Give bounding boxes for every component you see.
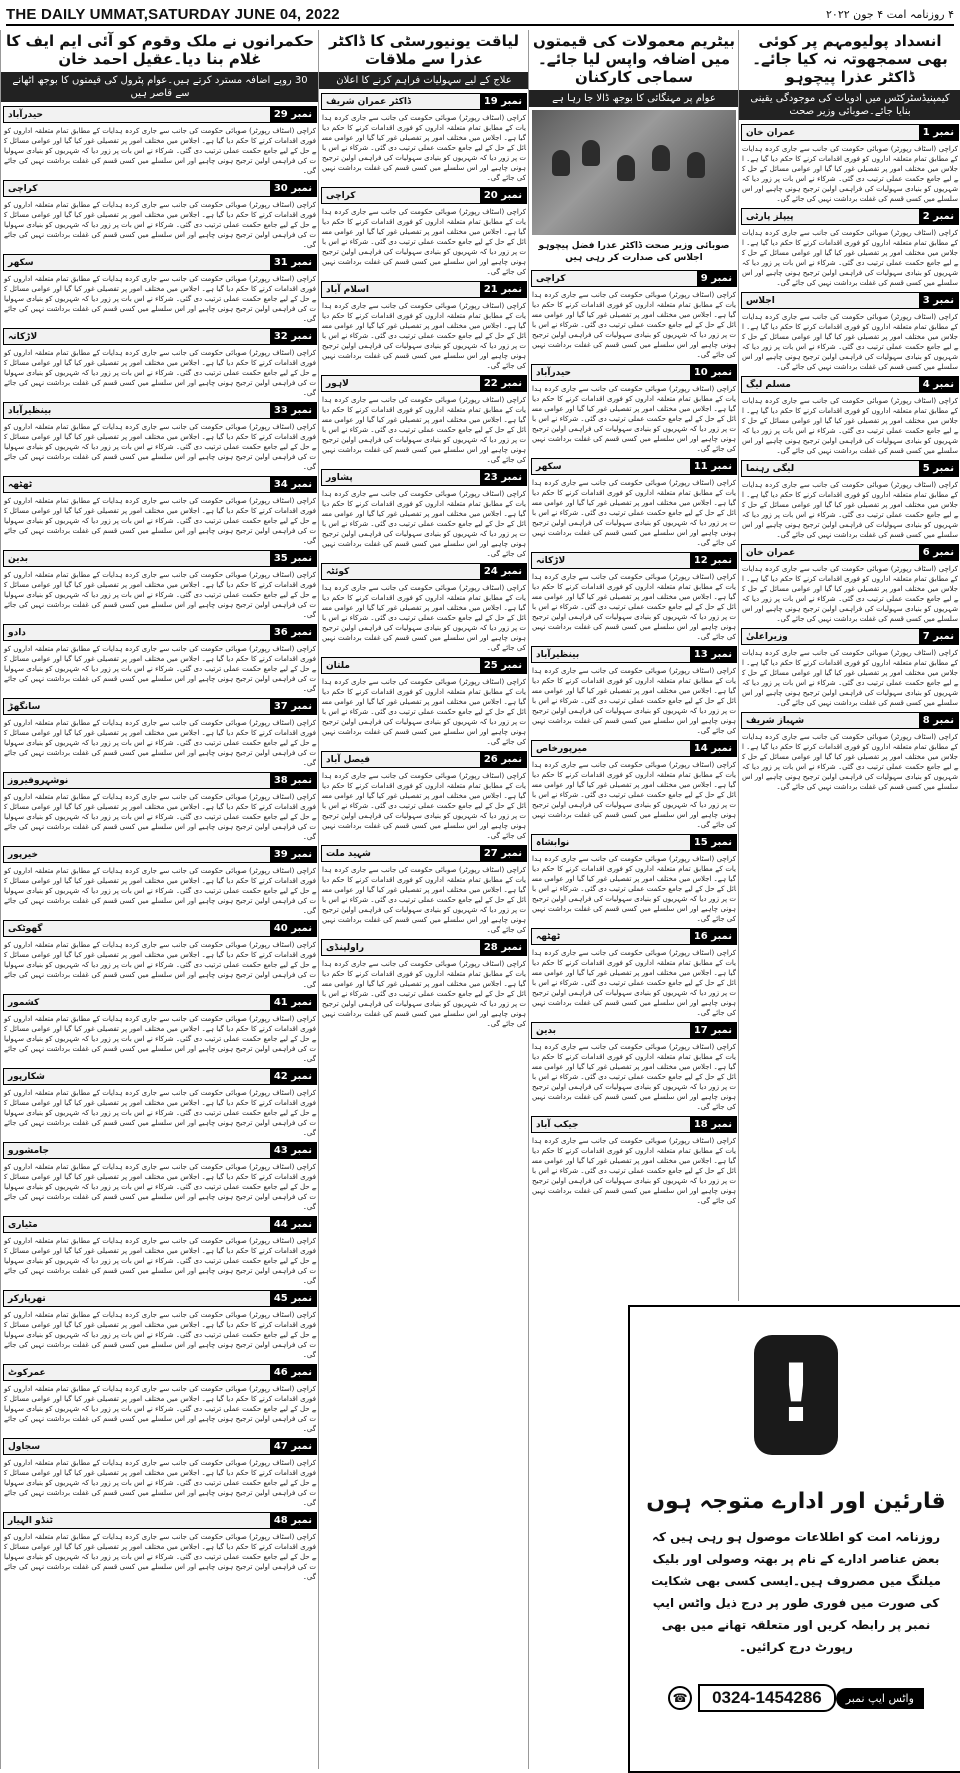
article-text: کراچی (اسٹاف رپورٹر) صوبائی حکومت کی جانب سے جاری کردہ ہدایات کے مطابق تمام متعلقہ اداروں کو فوری اقدامات کرنے کا حکم دیا گیا ہے۔ اجلاس میں مختلف امور پر تفصیلی غور کیا گیا اور عوامی مسائل کے حل کے لیے جامع حکمت عملی ترتیب دی گئی۔ شرکاء نے اس بات پر زور دیا کہ شہریوں کو بنیادی سہولیات کی فراہمی اولین ترجیح ہونی چاہیے اور اس سلسلے میں کسی قسم کی غفلت برداشت نہیں کی جائے گی۔ [742, 649, 958, 707]
article-text: کراچی (اسٹاف رپورٹر) صوبائی حکومت کی جانب سے جاری کردہ ہدایات کے مطابق تمام متعلقہ اداروں کو فوری اقدامات کرنے کا حکم دیا گیا ہے۔ اجلاس میں مختلف امور پر تفصیلی غور کیا گیا اور عوامی مسائل کے حل کے لیے جامع حکمت عملی ترتیب دی گئی۔ شرکاء نے اس بات پر زور دیا کہ شہریوں کو بنیادی سہولیات کی فراہمی اولین ترجیح ہونی چاہیے اور اس سلسلے میں کسی قسم کی غفلت برداشت نہیں کی جائے گی۔ [4, 201, 316, 249]
section-title: ٹھٹھہ [536, 931, 561, 942]
section-title: لیگی رہنما [746, 463, 795, 474]
page-header [6, 4, 954, 26]
section-number: نمبر 15 [690, 835, 736, 850]
photo-caption: صوبائی وزیر صحت ڈاکٹر عذرا فضل پیچوہو اجلاس کی صدارت کر رہی ہیں [538, 241, 730, 263]
section-title: ملتان [326, 660, 350, 671]
section-header [321, 845, 527, 862]
article-text: کراچی (اسٹاف رپورٹر) صوبائی حکومت کی جانب سے جاری کردہ ہدایات کے مطابق تمام متعلقہ اداروں کو فوری اقدامات کرنے کا حکم دیا گیا ہے۔ اجلاس میں مختلف امور پر تفصیلی غور کیا گیا اور عوامی مسائل کے حل کے لیے جامع حکمت عملی ترتیب دی گئی۔ شرکاء نے اس بات پر زور دیا کہ شہریوں کو بنیادی سہولیات کی فراہمی اولین ترجیح ہونی چاہیے اور اس سلسلے میں کسی قسم کی غفلت برداشت نہیں کی جائے گی۔ [4, 349, 316, 397]
section-title: لاڑکانہ [536, 555, 566, 566]
section-number: نمبر 9 [697, 271, 736, 286]
column-1 [738, 30, 960, 1301]
section-header [531, 834, 737, 851]
section-number: نمبر 5 [919, 461, 958, 476]
section-number: نمبر 1 [919, 125, 958, 140]
section-title: عمرکوٹ [8, 1367, 46, 1378]
section-title: عمران خان [746, 127, 796, 138]
section-number: نمبر 13 [690, 647, 736, 662]
section-header [3, 994, 317, 1011]
section-title: شکارپور [8, 1071, 45, 1082]
section-number: نمبر 21 [480, 282, 526, 297]
article-text: کراچی (اسٹاف رپورٹر) صوبائی حکومت کی جانب سے جاری کردہ ہدایات کے مطابق تمام متعلقہ اداروں کو فوری اقدامات کرنے کا حکم دیا گیا ہے۔ اجلاس میں مختلف امور پر تفصیلی غور کیا گیا اور عوامی مسائل کے حل کے لیے جامع حکمت عملی ترتیب دی گئی۔ شرکاء نے اس بات پر زور دیا کہ شہریوں کو بنیادی سہولیات کی فراہمی اولین ترجیح ہونی چاہیے اور اس سلسلے میں کسی قسم کی غفلت برداشت نہیں کی جائے گی۔ [322, 678, 526, 746]
section-header [3, 846, 317, 863]
section-title: گھوٹکی [8, 923, 43, 934]
article-text: کراچی (اسٹاف رپورٹر) صوبائی حکومت کی جانب سے جاری کردہ ہدایات کے مطابق تمام متعلقہ اداروں کو فوری اقدامات کرنے کا حکم دیا گیا ہے۔ اجلاس میں مختلف امور پر تفصیلی غور کیا گیا اور عوامی مسائل کے حل کے لیے جامع حکمت عملی ترتیب دی گئی۔ شرکاء نے اس بات پر زور دیا کہ شہریوں کو بنیادی سہولیات کی فراہمی اولین ترجیح ہونی چاہیے اور اس سلسلے میں کسی قسم کی غفلت برداشت نہیں کی جائے گی۔ [322, 114, 526, 182]
section-number: نمبر 4 [919, 377, 958, 392]
section-header [531, 552, 737, 569]
subheadline: علاج کے لیے سہولیات فراہم کرنے کا اعلان [319, 72, 529, 89]
section-title: حیدرآباد [8, 109, 44, 120]
section-header [3, 550, 317, 567]
section-list [319, 93, 529, 1029]
section-header [741, 712, 959, 729]
section-number: نمبر 28 [480, 940, 526, 955]
article-text: کراچی (اسٹاف رپورٹر) صوبائی حکومت کی جانب سے جاری کردہ ہدایات کے مطابق تمام متعلقہ اداروں کو فوری اقدامات کرنے کا حکم دیا گیا ہے۔ اجلاس میں مختلف امور پر تفصیلی غور کیا گیا اور عوامی مسائل کے حل کے لیے جامع حکمت عملی ترتیب دی گئی۔ شرکاء نے اس بات پر زور دیا کہ شہریوں کو بنیادی سہولیات کی فراہمی اولین ترجیح ہونی چاہیے اور اس سلسلے میں کسی قسم کی غفلت برداشت نہیں کی جائے گی۔ [322, 208, 526, 276]
section-number: نمبر 36 [270, 625, 316, 640]
section-title: اسلام آباد [326, 284, 369, 295]
section-header [3, 254, 317, 271]
section-title: شہید ملت [326, 848, 371, 859]
article-text: کراچی (اسٹاف رپورٹر) صوبائی حکومت کی جانب سے جاری کردہ ہدایات کے مطابق تمام متعلقہ اداروں کو فوری اقدامات کرنے کا حکم دیا گیا ہے۔ اجلاس میں مختلف امور پر تفصیلی غور کیا گیا اور عوامی مسائل کے حل کے لیے جامع حکمت عملی ترتیب دی گئی۔ شرکاء نے اس بات پر زور دیا کہ شہریوں کو بنیادی سہولیات کی فراہمی اولین ترجیح ہونی چاہیے اور اس سلسلے میں کسی قسم کی غفلت برداشت نہیں کی جائے گی۔ [322, 960, 526, 1028]
section-header [741, 460, 959, 477]
section-number: نمبر 7 [919, 629, 958, 644]
article-text: کراچی (اسٹاف رپورٹر) صوبائی حکومت کی جانب سے جاری کردہ ہدایات کے مطابق تمام متعلقہ اداروں کو فوری اقدامات کرنے کا حکم دیا گیا ہے۔ اجلاس میں مختلف امور پر تفصیلی غور کیا گیا اور عوامی مسائل کے حل کے لیے جامع حکمت عملی ترتیب دی گئی۔ شرکاء نے اس بات پر زور دیا کہ شہریوں کو بنیادی سہولیات کی فراہمی اولین ترجیح ہونی چاہیے اور اس سلسلے میں کسی قسم کی غفلت برداشت نہیں کی جائے گی۔ [4, 1237, 316, 1285]
article-text: کراچی (اسٹاف رپورٹر) صوبائی حکومت کی جانب سے جاری کردہ ہدایات کے مطابق تمام متعلقہ اداروں کو فوری اقدامات کرنے کا حکم دیا گیا ہے۔ اجلاس میں مختلف امور پر تفصیلی غور کیا گیا اور عوامی مسائل کے حل کے لیے جامع حکمت عملی ترتیب دی گئی۔ شرکاء نے اس بات پر زور دیا کہ شہریوں کو بنیادی سہولیات کی فراہمی اولین ترجیح ہونی چاہیے اور اس سلسلے میں کسی قسم کی غفلت برداشت نہیں کی جائے گی۔ [532, 291, 736, 359]
section-title: نوشہروفیروز [8, 775, 69, 786]
section-header [3, 920, 317, 937]
urdu-dateline: ۴ روزنامہ امت ۴ جون ۲۰۲۲ [826, 7, 954, 21]
section-number: نمبر 31 [270, 255, 316, 270]
section-title: تھرپارکر [8, 1293, 46, 1304]
article-text: کراچی (اسٹاف رپورٹر) صوبائی حکومت کی جانب سے جاری کردہ ہدایات کے مطابق تمام متعلقہ اداروں کو فوری اقدامات کرنے کا حکم دیا گیا ہے۔ اجلاس میں مختلف امور پر تفصیلی غور کیا گیا اور عوامی مسائل کے حل کے لیے جامع حکمت عملی ترتیب دی گئی۔ شرکاء نے اس بات پر زور دیا کہ شہریوں کو بنیادی سہولیات کی فراہمی اولین ترجیح ہونی چاہیے اور اس سلسلے میں کسی قسم کی غفلت برداشت نہیں کی جائے گی۔ [4, 1385, 316, 1433]
section-header [321, 939, 527, 956]
article-text: کراچی (اسٹاف رپورٹر) صوبائی حکومت کی جانب سے جاری کردہ ہدایات کے مطابق تمام متعلقہ اداروں کو فوری اقدامات کرنے کا حکم دیا گیا ہے۔ اجلاس میں مختلف امور پر تفصیلی غور کیا گیا اور عوامی مسائل کے حل کے لیے جامع حکمت عملی ترتیب دی گئی۔ شرکاء نے اس بات پر زور دیا کہ شہریوں کو بنیادی سہولیات کی فراہمی اولین ترجیح ہونی چاہیے اور اس سلسلے میں کسی قسم کی غفلت برداشت نہیں کی جائے گی۔ [4, 571, 316, 619]
headline: انسداد پولیومہم پر کوئی بھی سمجھوتہ نہ کیا جائے۔ڈاکٹر عذرا پیچوہو [752, 32, 948, 86]
section-number: نمبر 10 [690, 365, 736, 380]
subheadline: عوام پر مہنگائی کا بوجھ ڈالا جا رہا ہے [529, 90, 739, 107]
notice-advertisement [628, 1305, 960, 1773]
section-number: نمبر 2 [919, 209, 958, 224]
phone-label: واٹس ایپ نمبر [836, 1688, 924, 1709]
section-number: نمبر 41 [270, 995, 316, 1010]
section-header [531, 740, 737, 757]
section-header [531, 270, 737, 287]
section-number: نمبر 16 [690, 929, 736, 944]
article-text: کراچی (اسٹاف رپورٹر) صوبائی حکومت کی جانب سے جاری کردہ ہدایات کے مطابق تمام متعلقہ اداروں کو فوری اقدامات کرنے کا حکم دیا گیا ہے۔ اجلاس میں مختلف امور پر تفصیلی غور کیا گیا اور عوامی مسائل کے حل کے لیے جامع حکمت عملی ترتیب دی گئی۔ شرکاء نے اس بات پر زور دیا کہ شہریوں کو بنیادی سہولیات کی فراہمی اولین ترجیح ہونی چاہیے اور اس سلسلے میں کسی قسم کی غفلت برداشت نہیں کی جائے گی۔ [4, 645, 316, 693]
section-title: فیصل آباد [326, 754, 371, 765]
section-number: نمبر 29 [270, 107, 316, 122]
article-text: کراچی (اسٹاف رپورٹر) صوبائی حکومت کی جانب سے جاری کردہ ہدایات کے مطابق تمام متعلقہ اداروں کو فوری اقدامات کرنے کا حکم دیا گیا ہے۔ اجلاس میں مختلف امور پر تفصیلی غور کیا گیا اور عوامی مسائل کے حل کے لیے جامع حکمت عملی ترتیب دی گئی۔ شرکاء نے اس بات پر زور دیا کہ شہریوں کو بنیادی سہولیات کی فراہمی اولین ترجیح ہونی چاہیے اور اس سلسلے میں کسی قسم کی غفلت برداشت نہیں کی جائے گی۔ [742, 229, 958, 287]
section-number: نمبر 23 [480, 470, 526, 485]
column-3 [318, 30, 529, 1769]
article-text: کراچی (اسٹاف رپورٹر) صوبائی حکومت کی جانب سے جاری کردہ ہدایات کے مطابق تمام متعلقہ اداروں کو فوری اقدامات کرنے کا حکم دیا گیا ہے۔ اجلاس میں مختلف امور پر تفصیلی غور کیا گیا اور عوامی مسائل کے حل کے لیے جامع حکمت عملی ترتیب دی گئی۔ شرکاء نے اس بات پر زور دیا کہ شہریوں کو بنیادی سہولیات کی فراہمی اولین ترجیح ہونی چاہیے اور اس سلسلے میں کسی قسم کی غفلت برداشت نہیں کی جائے گی۔ [4, 127, 316, 175]
section-number: نمبر 30 [270, 181, 316, 196]
section-header [3, 1290, 317, 1307]
section-title: کوئٹہ [326, 566, 350, 577]
headline: حکمرانوں نے ملک وقوم کو آئی ایم ایف کا غلام بنا دیا۔عقیل احمد خان [5, 32, 315, 68]
section-title: سجاول [8, 1441, 41, 1452]
section-number: نمبر 25 [480, 658, 526, 673]
section-header [321, 93, 527, 110]
section-title: خیرپور [8, 849, 38, 860]
section-number: نمبر 17 [690, 1023, 736, 1038]
section-title: ڈاکٹر عمران شریف [326, 96, 411, 107]
section-header [3, 476, 317, 493]
section-header [741, 544, 959, 561]
article-text: کراچی (اسٹاف رپورٹر) صوبائی حکومت کی جانب سے جاری کردہ ہدایات کے مطابق تمام متعلقہ اداروں کو فوری اقدامات کرنے کا حکم دیا گیا ہے۔ اجلاس میں مختلف امور پر تفصیلی غور کیا گیا اور عوامی مسائل کے حل کے لیے جامع حکمت عملی ترتیب دی گئی۔ شرکاء نے اس بات پر زور دیا کہ شہریوں کو بنیادی سہولیات کی فراہمی اولین ترجیح ہونی چاہیے اور اس سلسلے میں کسی قسم کی غفلت برداشت نہیں کی جائے گی۔ [4, 867, 316, 915]
subheadline: 30 روپے اضافہ مسترد کرتے ہیں۔عوام پٹرول کی قیمتوں کا بوجھ اٹھانے سے قاصر ہیں [1, 72, 319, 102]
section-number: نمبر 19 [480, 94, 526, 109]
article-text: کراچی (اسٹاف رپورٹر) صوبائی حکومت کی جانب سے جاری کردہ ہدایات کے مطابق تمام متعلقہ اداروں کو فوری اقدامات کرنے کا حکم دیا گیا ہے۔ اجلاس میں مختلف امور پر تفصیلی غور کیا گیا اور عوامی مسائل کے حل کے لیے جامع حکمت عملی ترتیب دی گئی۔ شرکاء نے اس بات پر زور دیا کہ شہریوں کو بنیادی سہولیات کی فراہمی اولین ترجیح ہونی چاہیے اور اس سلسلے میں کسی قسم کی غفلت برداشت نہیں کی جائے گی۔ [4, 1015, 316, 1063]
news-photo [532, 110, 736, 235]
article-text: کراچی (اسٹاف رپورٹر) صوبائی حکومت کی جانب سے جاری کردہ ہدایات کے مطابق تمام متعلقہ اداروں کو فوری اقدامات کرنے کا حکم دیا گیا ہے۔ اجلاس میں مختلف امور پر تفصیلی غور کیا گیا اور عوامی مسائل کے حل کے لیے جامع حکمت عملی ترتیب دی گئی۔ شرکاء نے اس بات پر زور دیا کہ شہریوں کو بنیادی سہولیات کی فراہمی اولین ترجیح ہونی چاہیے اور اس سلسلے میں کسی قسم کی غفلت برداشت نہیں کی جائے گی۔ [742, 397, 958, 455]
phone-contact [630, 1684, 960, 1712]
article-text: کراچی (اسٹاف رپورٹر) صوبائی حکومت کی جانب سے جاری کردہ ہدایات کے مطابق تمام متعلقہ اداروں کو فوری اقدامات کرنے کا حکم دیا گیا ہے۔ اجلاس میں مختلف امور پر تفصیلی غور کیا گیا اور عوامی مسائل کے حل کے لیے جامع حکمت عملی ترتیب دی گئی۔ شرکاء نے اس بات پر زور دیا کہ شہریوں کو بنیادی سہولیات کی فراہمی اولین ترجیح ہونی چاہیے اور اس سلسلے میں کسی قسم کی غفلت برداشت نہیں کی جائے گی۔ [4, 1163, 316, 1211]
section-header [3, 1512, 317, 1529]
article-text: کراچی (اسٹاف رپورٹر) صوبائی حکومت کی جانب سے جاری کردہ ہدایات کے مطابق تمام متعلقہ اداروں کو فوری اقدامات کرنے کا حکم دیا گیا ہے۔ اجلاس میں مختلف امور پر تفصیلی غور کیا گیا اور عوامی مسائل کے حل کے لیے جامع حکمت عملی ترتیب دی گئی۔ شرکاء نے اس بات پر زور دیا کہ شہریوں کو بنیادی سہولیات کی فراہمی اولین ترجیح ہونی چاہیے اور اس سلسلے میں کسی قسم کی غفلت برداشت نہیں کی جائے گی۔ [532, 667, 736, 735]
article-text: کراچی (اسٹاف رپورٹر) صوبائی حکومت کی جانب سے جاری کردہ ہدایات کے مطابق تمام متعلقہ اداروں کو فوری اقدامات کرنے کا حکم دیا گیا ہے۔ اجلاس میں مختلف امور پر تفصیلی غور کیا گیا اور عوامی مسائل کے حل کے لیے جامع حکمت عملی ترتیب دی گئی۔ شرکاء نے اس بات پر زور دیا کہ شہریوں کو بنیادی سہولیات کی فراہمی اولین ترجیح ہونی چاہیے اور اس سلسلے میں کسی قسم کی غفلت برداشت نہیں کی جائے گی۔ [4, 1311, 316, 1359]
article-text: کراچی (اسٹاف رپورٹر) صوبائی حکومت کی جانب سے جاری کردہ ہدایات کے مطابق تمام متعلقہ اداروں کو فوری اقدامات کرنے کا حکم دیا گیا ہے۔ اجلاس میں مختلف امور پر تفصیلی غور کیا گیا اور عوامی مسائل کے حل کے لیے جامع حکمت عملی ترتیب دی گئی۔ شرکاء نے اس بات پر زور دیا کہ شہریوں کو بنیادی سہولیات کی فراہمی اولین ترجیح ہونی چاہیے اور اس سلسلے میں کسی قسم کی غفلت برداشت نہیں کی جائے گی۔ [4, 793, 316, 841]
section-title: میرپورخاص [536, 743, 588, 754]
article-text: کراچی (اسٹاف رپورٹر) صوبائی حکومت کی جانب سے جاری کردہ ہدایات کے مطابق تمام متعلقہ اداروں کو فوری اقدامات کرنے کا حکم دیا گیا ہے۔ اجلاس میں مختلف امور پر تفصیلی غور کیا گیا اور عوامی مسائل کے حل کے لیے جامع حکمت عملی ترتیب دی گئی۔ شرکاء نے اس بات پر زور دیا کہ شہریوں کو بنیادی سہولیات کی فراہمی اولین ترجیح ہونی چاہیے اور اس سلسلے میں کسی قسم کی غفلت برداشت نہیں کی جائے گی۔ [4, 1533, 316, 1581]
section-header [321, 751, 527, 768]
article-text: کراچی (اسٹاف رپورٹر) صوبائی حکومت کی جانب سے جاری کردہ ہدایات کے مطابق تمام متعلقہ اداروں کو فوری اقدامات کرنے کا حکم دیا گیا ہے۔ اجلاس میں مختلف امور پر تفصیلی غور کیا گیا اور عوامی مسائل کے حل کے لیے جامع حکمت عملی ترتیب دی گئی۔ شرکاء نے اس بات پر زور دیا کہ شہریوں کو بنیادی سہولیات کی فراہمی اولین ترجیح ہونی چاہیے اور اس سلسلے میں کسی قسم کی غفلت برداشت نہیں کی جائے گی۔ [532, 573, 736, 641]
section-number: نمبر 27 [480, 846, 526, 861]
section-header [321, 657, 527, 674]
section-header [531, 1022, 737, 1039]
article-text: کراچی (اسٹاف رپورٹر) صوبائی حکومت کی جانب سے جاری کردہ ہدایات کے مطابق تمام متعلقہ اداروں کو فوری اقدامات کرنے کا حکم دیا گیا ہے۔ اجلاس میں مختلف امور پر تفصیلی غور کیا گیا اور عوامی مسائل کے حل کے لیے جامع حکمت عملی ترتیب دی گئی۔ شرکاء نے اس بات پر زور دیا کہ شہریوں کو بنیادی سہولیات کی فراہمی اولین ترجیح ہونی چاہیے اور اس سلسلے میں کسی قسم کی غفلت برداشت نہیں کی جائے گی۔ [4, 1459, 316, 1507]
section-header [321, 281, 527, 298]
section-number: نمبر 33 [270, 403, 316, 418]
article-text: کراچی (اسٹاف رپورٹر) صوبائی حکومت کی جانب سے جاری کردہ ہدایات کے مطابق تمام متعلقہ اداروں کو فوری اقدامات کرنے کا حکم دیا گیا ہے۔ اجلاس میں مختلف امور پر تفصیلی غور کیا گیا اور عوامی مسائل کے حل کے لیے جامع حکمت عملی ترتیب دی گئی۔ شرکاء نے اس بات پر زور دیا کہ شہریوں کو بنیادی سہولیات کی فراہمی اولین ترجیح ہونی چاہیے اور اس سلسلے میں کسی قسم کی غفلت برداشت نہیں کی جائے گی۔ [4, 941, 316, 989]
article-text: کراچی (اسٹاف رپورٹر) صوبائی حکومت کی جانب سے جاری کردہ ہدایات کے مطابق تمام متعلقہ اداروں کو فوری اقدامات کرنے کا حکم دیا گیا ہے۔ اجلاس میں مختلف امور پر تفصیلی غور کیا گیا اور عوامی مسائل کے حل کے لیے جامع حکمت عملی ترتیب دی گئی۔ شرکاء نے اس بات پر زور دیا کہ شہریوں کو بنیادی سہولیات کی فراہمی اولین ترجیح ہونی چاہیے اور اس سلسلے میں کسی قسم کی غفلت برداشت نہیں کی جائے گی۔ [742, 481, 958, 539]
section-title: جامشورو [8, 1145, 50, 1156]
section-title: لاڑکانہ [8, 331, 38, 342]
section-number: نمبر 43 [270, 1143, 316, 1158]
section-number: نمبر 3 [919, 293, 958, 308]
section-header [321, 563, 527, 580]
section-number: نمبر 22 [480, 376, 526, 391]
section-title: مسلم لیگ [746, 379, 791, 390]
section-title: پشاور [326, 472, 353, 483]
alert-icon: ! [754, 1335, 838, 1455]
section-header [3, 1068, 317, 1085]
section-title: مٹیاری [8, 1219, 38, 1230]
section-number: نمبر 14 [690, 741, 736, 756]
section-header [3, 106, 317, 123]
dateline: THE DAILY UMMAT,SATURDAY JUNE 04, 2022 [6, 5, 340, 23]
section-title: بدین [8, 553, 29, 564]
section-header [741, 208, 959, 225]
article-text: کراچی (اسٹاف رپورٹر) صوبائی حکومت کی جانب سے جاری کردہ ہدایات کے مطابق تمام متعلقہ اداروں کو فوری اقدامات کرنے کا حکم دیا گیا ہے۔ اجلاس میں مختلف امور پر تفصیلی غور کیا گیا اور عوامی مسائل کے حل کے لیے جامع حکمت عملی ترتیب دی گئی۔ شرکاء نے اس بات پر زور دیا کہ شہریوں کو بنیادی سہولیات کی فراہمی اولین ترجیح ہونی چاہیے اور اس سلسلے میں کسی قسم کی غفلت برداشت نہیں کی جائے گی۔ [322, 772, 526, 840]
section-number: نمبر 46 [270, 1365, 316, 1380]
section-title: بدین [536, 1025, 557, 1036]
section-header [321, 469, 527, 486]
section-title: کشمور [8, 997, 40, 1008]
section-number: نمبر 26 [480, 752, 526, 767]
section-title: دادو [8, 627, 26, 638]
article-text: کراچی (اسٹاف رپورٹر) صوبائی حکومت کی جانب سے جاری کردہ ہدایات کے مطابق تمام متعلقہ اداروں کو فوری اقدامات کرنے کا حکم دیا گیا ہے۔ اجلاس میں مختلف امور پر تفصیلی غور کیا گیا اور عوامی مسائل کے حل کے لیے جامع حکمت عملی ترتیب دی گئی۔ شرکاء نے اس بات پر زور دیا کہ شہریوں کو بنیادی سہولیات کی فراہمی اولین ترجیح ہونی چاہیے اور اس سلسلے میں کسی قسم کی غفلت برداشت نہیں کی جائے گی۔ [322, 302, 526, 370]
section-number: نمبر 42 [270, 1069, 316, 1084]
section-number: نمبر 48 [270, 1513, 316, 1528]
section-number: نمبر 39 [270, 847, 316, 862]
article-text: کراچی (اسٹاف رپورٹر) صوبائی حکومت کی جانب سے جاری کردہ ہدایات کے مطابق تمام متعلقہ اداروں کو فوری اقدامات کرنے کا حکم دیا گیا ہے۔ اجلاس میں مختلف امور پر تفصیلی غور کیا گیا اور عوامی مسائل کے حل کے لیے جامع حکمت عملی ترتیب دی گئی۔ شرکاء نے اس بات پر زور دیا کہ شہریوں کو بنیادی سہولیات کی فراہمی اولین ترجیح ہونی چاہیے اور اس سلسلے میں کسی قسم کی غفلت برداشت نہیں کی جائے گی۔ [742, 565, 958, 623]
section-title: لاہور [326, 378, 349, 389]
section-number: نمبر 38 [270, 773, 316, 788]
section-list [739, 124, 960, 792]
section-title: سکھر [536, 461, 562, 472]
article-text: کراچی (اسٹاف رپورٹر) صوبائی حکومت کی جانب سے جاری کردہ ہدایات کے مطابق تمام متعلقہ اداروں کو فوری اقدامات کرنے کا حکم دیا گیا ہے۔ اجلاس میں مختلف امور پر تفصیلی غور کیا گیا اور عوامی مسائل کے حل کے لیے جامع حکمت عملی ترتیب دی گئی۔ شرکاء نے اس بات پر زور دیا کہ شہریوں کو بنیادی سہولیات کی فراہمی اولین ترجیح ہونی چاہیے اور اس سلسلے میں کسی قسم کی غفلت برداشت نہیں کی جائے گی۔ [4, 423, 316, 471]
section-title: سانگھڑ [8, 701, 41, 712]
section-header [321, 187, 527, 204]
section-list [529, 270, 739, 1206]
section-title: کراچی [8, 183, 38, 194]
article-text: کراچی (اسٹاف رپورٹر) صوبائی حکومت کی جانب سے جاری کردہ ہدایات کے مطابق تمام متعلقہ اداروں کو فوری اقدامات کرنے کا حکم دیا گیا ہے۔ اجلاس میں مختلف امور پر تفصیلی غور کیا گیا اور عوامی مسائل کے حل کے لیے جامع حکمت عملی ترتیب دی گئی۔ شرکاء نے اس بات پر زور دیا کہ شہریوں کو بنیادی سہولیات کی فراہمی اولین ترجیح ہونی چاہیے اور اس سلسلے میں کسی قسم کی غفلت برداشت نہیں کی جائے گی۔ [742, 313, 958, 371]
section-number: نمبر 45 [270, 1291, 316, 1306]
section-number: نمبر 37 [270, 699, 316, 714]
section-header [3, 402, 317, 419]
section-number: نمبر 47 [270, 1439, 316, 1454]
article-text: کراچی (اسٹاف رپورٹر) صوبائی حکومت کی جانب سے جاری کردہ ہدایات کے مطابق تمام متعلقہ اداروں کو فوری اقدامات کرنے کا حکم دیا گیا ہے۔ اجلاس میں مختلف امور پر تفصیلی غور کیا گیا اور عوامی مسائل کے حل کے لیے جامع حکمت عملی ترتیب دی گئی۔ شرکاء نے اس بات پر زور دیا کہ شہریوں کو بنیادی سہولیات کی فراہمی اولین ترجیح ہونی چاہیے اور اس سلسلے میں کسی قسم کی غفلت برداشت نہیں کی جائے گی۔ [532, 479, 736, 547]
headline: لیاقت یونیورسٹی کا ڈاکٹر عذرا سے ملاقات [329, 32, 519, 68]
ad-title: قارئین اور ادارے متوجہ ہوں [646, 1489, 946, 1514]
section-title: وزیراعلیٰ [746, 631, 788, 642]
section-title: بینظیرآباد [8, 405, 52, 416]
section-number: نمبر 32 [270, 329, 316, 344]
article-text: کراچی (اسٹاف رپورٹر) صوبائی حکومت کی جانب سے جاری کردہ ہدایات کے مطابق تمام متعلقہ اداروں کو فوری اقدامات کرنے کا حکم دیا گیا ہے۔ اجلاس میں مختلف امور پر تفصیلی غور کیا گیا اور عوامی مسائل کے حل کے لیے جامع حکمت عملی ترتیب دی گئی۔ شرکاء نے اس بات پر زور دیا کہ شہریوں کو بنیادی سہولیات کی فراہمی اولین ترجیح ہونی چاہیے اور اس سلسلے میں کسی قسم کی غفلت برداشت نہیں کی جائے گی۔ [322, 396, 526, 464]
section-title: نوابشاہ [536, 837, 570, 848]
article-text: کراچی (اسٹاف رپورٹر) صوبائی حکومت کی جانب سے جاری کردہ ہدایات کے مطابق تمام متعلقہ اداروں کو فوری اقدامات کرنے کا حکم دیا گیا ہے۔ اجلاس میں مختلف امور پر تفصیلی غور کیا گیا اور عوامی مسائل کے حل کے لیے جامع حکمت عملی ترتیب دی گئی۔ شرکاء نے اس بات پر زور دیا کہ شہریوں کو بنیادی سہولیات کی فراہمی اولین ترجیح ہونی چاہیے اور اس سلسلے میں کسی قسم کی غفلت برداشت نہیں کی جائے گی۔ [742, 733, 958, 791]
section-header [741, 124, 959, 141]
section-header [3, 180, 317, 197]
section-number: نمبر 20 [480, 188, 526, 203]
section-header [3, 1438, 317, 1455]
subheadline: کیمپنیڈسٹرکٹس میں ادویات کی موجودگی یقینی بنایا جائے۔صوبائی وزیر صحت [739, 90, 960, 120]
section-header [3, 328, 317, 345]
article-text: کراچی (اسٹاف رپورٹر) صوبائی حکومت کی جانب سے جاری کردہ ہدایات کے مطابق تمام متعلقہ اداروں کو فوری اقدامات کرنے کا حکم دیا گیا ہے۔ اجلاس میں مختلف امور پر تفصیلی غور کیا گیا اور عوامی مسائل کے حل کے لیے جامع حکمت عملی ترتیب دی گئی۔ شرکاء نے اس بات پر زور دیا کہ شہریوں کو بنیادی سہولیات کی فراہمی اولین ترجیح ہونی چاہیے اور اس سلسلے میں کسی قسم کی غفلت برداشت نہیں کی جائے گی۔ [742, 145, 958, 203]
section-number: نمبر 34 [270, 477, 316, 492]
section-header [531, 646, 737, 663]
section-header [3, 1216, 317, 1233]
section-header [3, 772, 317, 789]
section-header [3, 698, 317, 715]
section-title: حیدرآباد [536, 367, 572, 378]
article-text: کراچی (اسٹاف رپورٹر) صوبائی حکومت کی جانب سے جاری کردہ ہدایات کے مطابق تمام متعلقہ اداروں کو فوری اقدامات کرنے کا حکم دیا گیا ہے۔ اجلاس میں مختلف امور پر تفصیلی غور کیا گیا اور عوامی مسائل کے حل کے لیے جامع حکمت عملی ترتیب دی گئی۔ شرکاء نے اس بات پر زور دیا کہ شہریوں کو بنیادی سہولیات کی فراہمی اولین ترجیح ہونی چاہیے اور اس سلسلے میں کسی قسم کی غفلت برداشت نہیں کی جائے گی۔ [4, 275, 316, 323]
section-header [741, 628, 959, 645]
article-text: کراچی (اسٹاف رپورٹر) صوبائی حکومت کی جانب سے جاری کردہ ہدایات کے مطابق تمام متعلقہ اداروں کو فوری اقدامات کرنے کا حکم دیا گیا ہے۔ اجلاس میں مختلف امور پر تفصیلی غور کیا گیا اور عوامی مسائل کے حل کے لیے جامع حکمت عملی ترتیب دی گئی۔ شرکاء نے اس بات پر زور دیا کہ شہریوں کو بنیادی سہولیات کی فراہمی اولین ترجیح ہونی چاہیے اور اس سلسلے میں کسی قسم کی غفلت برداشت نہیں کی جائے گی۔ [4, 497, 316, 545]
section-number: نمبر 44 [270, 1217, 316, 1232]
section-number: نمبر 6 [919, 545, 958, 560]
section-number: نمبر 8 [919, 713, 958, 728]
section-number: نمبر 12 [690, 553, 736, 568]
section-number: نمبر 40 [270, 921, 316, 936]
section-number: نمبر 24 [480, 564, 526, 579]
article-text: کراچی (اسٹاف رپورٹر) صوبائی حکومت کی جانب سے جاری کردہ ہدایات کے مطابق تمام متعلقہ اداروں کو فوری اقدامات کرنے کا حکم دیا گیا ہے۔ اجلاس میں مختلف امور پر تفصیلی غور کیا گیا اور عوامی مسائل کے حل کے لیے جامع حکمت عملی ترتیب دی گئی۔ شرکاء نے اس بات پر زور دیا کہ شہریوں کو بنیادی سہولیات کی فراہمی اولین ترجیح ہونی چاہیے اور اس سلسلے میں کسی قسم کی غفلت برداشت نہیں کی جائے گی۔ [322, 490, 526, 558]
article-text: کراچی (اسٹاف رپورٹر) صوبائی حکومت کی جانب سے جاری کردہ ہدایات کے مطابق تمام متعلقہ اداروں کو فوری اقدامات کرنے کا حکم دیا گیا ہے۔ اجلاس میں مختلف امور پر تفصیلی غور کیا گیا اور عوامی مسائل کے حل کے لیے جامع حکمت عملی ترتیب دی گئی۔ شرکاء نے اس بات پر زور دیا کہ شہریوں کو بنیادی سہولیات کی فراہمی اولین ترجیح ہونی چاہیے اور اس سلسلے میں کسی قسم کی غفلت برداشت نہیں کی جائے گی۔ [322, 866, 526, 934]
section-title: کراچی [326, 190, 356, 201]
article-text: کراچی (اسٹاف رپورٹر) صوبائی حکومت کی جانب سے جاری کردہ ہدایات کے مطابق تمام متعلقہ اداروں کو فوری اقدامات کرنے کا حکم دیا گیا ہے۔ اجلاس میں مختلف امور پر تفصیلی غور کیا گیا اور عوامی مسائل کے حل کے لیے جامع حکمت عملی ترتیب دی گئی۔ شرکاء نے اس بات پر زور دیا کہ شہریوں کو بنیادی سہولیات کی فراہمی اولین ترجیح ہونی چاہیے اور اس سلسلے میں کسی قسم کی غفلت برداشت نہیں کی جائے گی۔ [4, 719, 316, 767]
section-title: پیپلز پارٹی [746, 211, 794, 222]
section-title: اجلاس [746, 295, 775, 306]
section-number: نمبر 11 [690, 459, 736, 474]
article-text: کراچی (اسٹاف رپورٹر) صوبائی حکومت کی جانب سے جاری کردہ ہدایات کے مطابق تمام متعلقہ اداروں کو فوری اقدامات کرنے کا حکم دیا گیا ہے۔ اجلاس میں مختلف امور پر تفصیلی غور کیا گیا اور عوامی مسائل کے حل کے لیے جامع حکمت عملی ترتیب دی گئی۔ شرکاء نے اس بات پر زور دیا کہ شہریوں کو بنیادی سہولیات کی فراہمی اولین ترجیح ہونی چاہیے اور اس سلسلے میں کسی قسم کی غفلت برداشت نہیں کی جائے گی۔ [532, 855, 736, 923]
phone-number[interactable]: 0324-1454286 [698, 1684, 836, 1712]
section-title: سکھر [8, 257, 34, 268]
section-title: شہباز شریف [746, 715, 805, 726]
section-header [741, 376, 959, 393]
section-header [3, 1142, 317, 1159]
section-header [531, 928, 737, 945]
section-number: نمبر 35 [270, 551, 316, 566]
article-text: کراچی (اسٹاف رپورٹر) صوبائی حکومت کی جانب سے جاری کردہ ہدایات کے مطابق تمام متعلقہ اداروں کو فوری اقدامات کرنے کا حکم دیا گیا ہے۔ اجلاس میں مختلف امور پر تفصیلی غور کیا گیا اور عوامی مسائل کے حل کے لیے جامع حکمت عملی ترتیب دی گئی۔ شرکاء نے اس بات پر زور دیا کہ شہریوں کو بنیادی سہولیات کی فراہمی اولین ترجیح ہونی چاہیے اور اس سلسلے میں کسی قسم کی غفلت برداشت نہیں کی جائے گی۔ [532, 1043, 736, 1111]
phone-icon: ☎ [668, 1686, 692, 1710]
section-title: ٹھٹھہ [8, 479, 33, 490]
article-text: کراچی (اسٹاف رپورٹر) صوبائی حکومت کی جانب سے جاری کردہ ہدایات کے مطابق تمام متعلقہ اداروں کو فوری اقدامات کرنے کا حکم دیا گیا ہے۔ اجلاس میں مختلف امور پر تفصیلی غور کیا گیا اور عوامی مسائل کے حل کے لیے جامع حکمت عملی ترتیب دی گئی۔ شرکاء نے اس بات پر زور دیا کہ شہریوں کو بنیادی سہولیات کی فراہمی اولین ترجیح ہونی چاہیے اور اس سلسلے میں کسی قسم کی غفلت برداشت نہیں کی جائے گی۔ [4, 1089, 316, 1137]
article-text: کراچی (اسٹاف رپورٹر) صوبائی حکومت کی جانب سے جاری کردہ ہدایات کے مطابق تمام متعلقہ اداروں کو فوری اقدامات کرنے کا حکم دیا گیا ہے۔ اجلاس میں مختلف امور پر تفصیلی غور کیا گیا اور عوامی مسائل کے حل کے لیے جامع حکمت عملی ترتیب دی گئی۔ شرکاء نے اس بات پر زور دیا کہ شہریوں کو بنیادی سہولیات کی فراہمی اولین ترجیح ہونی چاہیے اور اس سلسلے میں کسی قسم کی غفلت برداشت نہیں کی جائے گی۔ [532, 385, 736, 453]
article-text: کراچی (اسٹاف رپورٹر) صوبائی حکومت کی جانب سے جاری کردہ ہدایات کے مطابق تمام متعلقہ اداروں کو فوری اقدامات کرنے کا حکم دیا گیا ہے۔ اجلاس میں مختلف امور پر تفصیلی غور کیا گیا اور عوامی مسائل کے حل کے لیے جامع حکمت عملی ترتیب دی گئی۔ شرکاء نے اس بات پر زور دیا کہ شہریوں کو بنیادی سہولیات کی فراہمی اولین ترجیح ہونی چاہیے اور اس سلسلے میں کسی قسم کی غفلت برداشت نہیں کی جائے گی۔ [532, 761, 736, 829]
section-number: نمبر 18 [690, 1117, 736, 1132]
article-text: کراچی (اسٹاف رپورٹر) صوبائی حکومت کی جانب سے جاری کردہ ہدایات کے مطابق تمام متعلقہ اداروں کو فوری اقدامات کرنے کا حکم دیا گیا ہے۔ اجلاس میں مختلف امور پر تفصیلی غور کیا گیا اور عوامی مسائل کے حل کے لیے جامع حکمت عملی ترتیب دی گئی۔ شرکاء نے اس بات پر زور دیا کہ شہریوں کو بنیادی سہولیات کی فراہمی اولین ترجیح ہونی چاہیے اور اس سلسلے میں کسی قسم کی غفلت برداشت نہیں کی جائے گی۔ [532, 949, 736, 1017]
section-header [531, 1116, 737, 1133]
column-4 [0, 30, 319, 1769]
section-title: کراچی [536, 273, 566, 284]
section-header [741, 292, 959, 309]
section-header [531, 364, 737, 381]
section-title: راولپنڈی [326, 942, 365, 953]
section-header [3, 1364, 317, 1381]
article-text: کراچی (اسٹاف رپورٹر) صوبائی حکومت کی جانب سے جاری کردہ ہدایات کے مطابق تمام متعلقہ اداروں کو فوری اقدامات کرنے کا حکم دیا گیا ہے۔ اجلاس میں مختلف امور پر تفصیلی غور کیا گیا اور عوامی مسائل کے حل کے لیے جامع حکمت عملی ترتیب دی گئی۔ شرکاء نے اس بات پر زور دیا کہ شہریوں کو بنیادی سہولیات کی فراہمی اولین ترجیح ہونی چاہیے اور اس سلسلے میں کسی قسم کی غفلت برداشت نہیں کی جائے گی۔ [322, 584, 526, 652]
section-title: ٹنڈو الہیار [8, 1515, 53, 1526]
section-header [531, 458, 737, 475]
ad-body: روزنامہ امت کو اطلاعات موصول ہو رہی ہیں کہ بعض عناصر ادارے کے نام پر بھتہ وصولی اور بلیک میلنگ میں مصروف ہیں۔ایسی کسی بھی شکایت کی صورت میں فوری طور پر درج ذیل واٹس ایپ نمبر پر رابطہ کریں اور متعلقہ تھانے میں بھی رپورٹ درج کرائیں۔ [651, 1530, 941, 1654]
article-text: کراچی (اسٹاف رپورٹر) صوبائی حکومت کی جانب سے جاری کردہ ہدایات کے مطابق تمام متعلقہ اداروں کو فوری اقدامات کرنے کا حکم دیا گیا ہے۔ اجلاس میں مختلف امور پر تفصیلی غور کیا گیا اور عوامی مسائل کے حل کے لیے جامع حکمت عملی ترتیب دی گئی۔ شرکاء نے اس بات پر زور دیا کہ شہریوں کو بنیادی سہولیات کی فراہمی اولین ترجیح ہونی چاہیے اور اس سلسلے میں کسی قسم کی غفلت برداشت نہیں کی جائے گی۔ [532, 1137, 736, 1205]
section-list [1, 106, 319, 1582]
section-header [321, 375, 527, 392]
headline: بیٹریم معمولات کی قیمتوں میں اضافہ واپس لیا جائے۔سماجی کارکنان [533, 32, 735, 86]
section-title: بینظیرآباد [536, 649, 580, 660]
section-header [3, 624, 317, 641]
section-title: جیکب آباد [536, 1119, 579, 1130]
section-title: عمران خان [746, 547, 796, 558]
